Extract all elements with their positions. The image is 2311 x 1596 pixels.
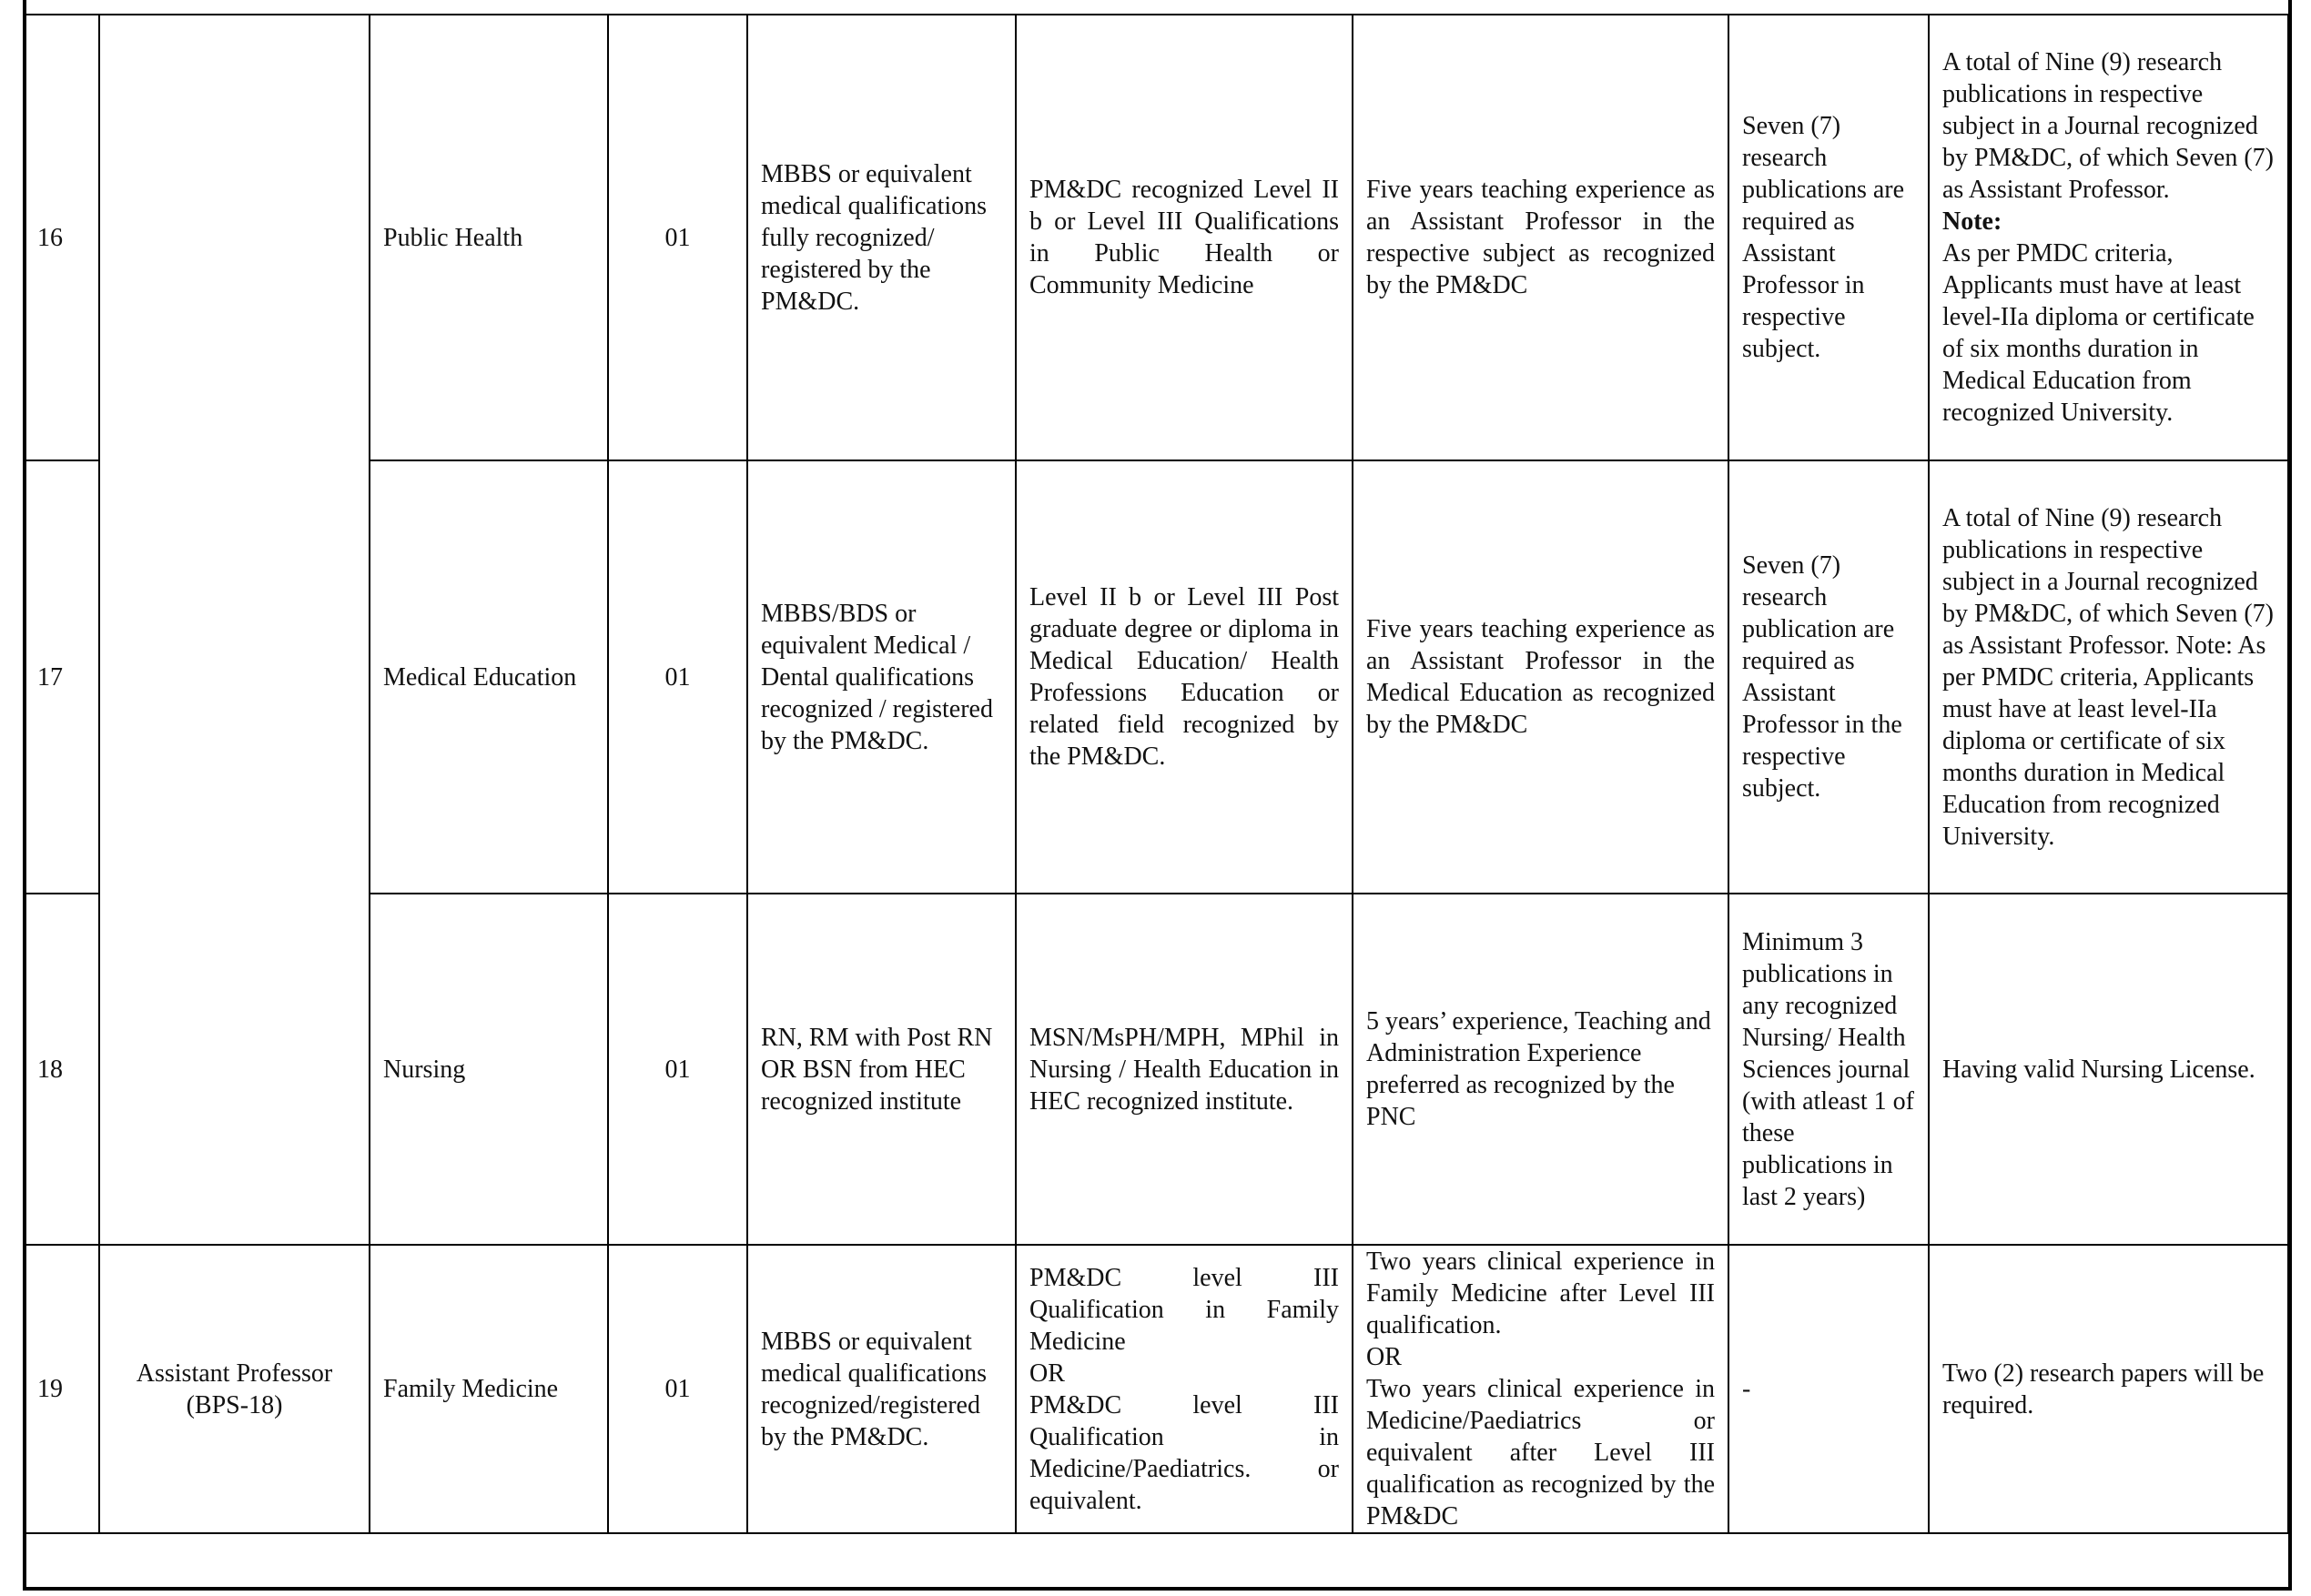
research-publications-cell: Minimum 3 publications in any recognized Nursing/ Health Sciences journal (with atleast 1 of these publications in last 2 years) (1728, 894, 1929, 1245)
discipline-cell: Family Medicine (370, 1245, 608, 1533)
discipline-cell: Medical Education (370, 460, 608, 894)
table-row (24, 15, 2288, 460)
remarks-cell (1929, 15, 2288, 460)
basic-qualification-cell: MBBS/BDS or equivalent Medical / Dental qualifications recognized / registered by the PM&DC. (747, 460, 1016, 894)
basic-qualification-cell: RN, RM with Post RN OR BSN from HEC recognized institute (747, 894, 1016, 1245)
discipline-cell: Nursing (370, 894, 608, 1245)
experience-cell: 5 years’ experience, Teaching and Administration Experience preferred as recognized by the PNC (1353, 894, 1728, 1245)
experience-option-1: Two years clinical experience in Family Medicine after Level III qualification. (1366, 1248, 1715, 1339)
basic-qualification-cell: MBBS or equivalent medical qualifications recognized/registered by the PM&DC. (747, 1245, 1016, 1533)
higher-qualification-cell (1016, 1245, 1353, 1533)
research-publications-cell: Seven (7) research publication are required as Assistant Professor in the respective subject. (1728, 460, 1929, 894)
positions-count: 01 (608, 1245, 747, 1533)
positions-count: 01 (608, 460, 747, 894)
note-text: As per PMDC criteria, Applicants must have at least level-IIa diploma or certificate of six months duration in Medical Education from recognized University. (1942, 239, 2255, 427)
eligibility-criteria-table (23, 14, 2289, 1534)
remarks-cell: Two (2) research papers will be required. (1929, 1245, 2288, 1533)
research-publications-cell: - (1728, 1245, 1929, 1533)
post-title-cell (99, 15, 370, 1245)
serial-number: 19 (24, 1245, 99, 1533)
serial-number: 16 (24, 15, 99, 460)
or-separator: OR (1366, 1343, 1402, 1371)
experience-option-2: Two years clinical experience in Medicine/Paediatrics or equivalent after Level III qualification as recognized by the PM&DC (1366, 1375, 1715, 1530)
or-separator: OR (1029, 1359, 1065, 1388)
experience-cell: Five years teaching experience as an Assistant Professor in the respective subject as recognized by the PM&DC (1353, 15, 1728, 460)
higher-qualification-cell: Level II b or Level III Post graduate degree or diploma in Medical Education/ Health Professions Education or related field recognized by the PM&DC. (1016, 460, 1353, 894)
experience-cell: Five years teaching experience as an Assistant Professor in the Medical Education as recognized by the PM&DC (1353, 460, 1728, 894)
note-label: Note: (1942, 207, 2002, 236)
qualification-option-2: PM&DC level III Qualification in Medicine/Paediatrics. or equivalent. (1029, 1390, 1339, 1515)
higher-qualification-cell: MSN/MsPH/MPH, MPhil in Nursing / Health Education in HEC recognized institute. (1016, 894, 1353, 1245)
qualification-option-1: PM&DC level III Qualification in Family Medicine (1029, 1263, 1339, 1356)
experience-cell (1353, 1245, 1728, 1533)
remarks-cell: Having valid Nursing License. (1929, 894, 2288, 1245)
positions-count: 01 (608, 894, 747, 1245)
remarks-cell: A total of Nine (9) research publications in respective subject in a Journal recognized by PM&DC, of which Seven (7) as Assistant Professor. Note: As per PMDC criteria, Applicants must have at least level-IIa diploma or certificate of six months duration in Medical Education from recognized University. (1929, 460, 2288, 894)
remarks-text: A total of Nine (9) research publications in respective subject in a Journal recognized by PM&DC, of which Seven (7) as Assistant Professor. (1942, 48, 2274, 204)
research-publications-cell: Seven (7) research publications are required as Assistant Professor in respective subject. (1728, 15, 1929, 460)
basic-qualification-cell: MBBS or equivalent medical qualifications fully recognized/ registered by the PM&DC. (747, 15, 1016, 460)
serial-number: 18 (24, 894, 99, 1245)
discipline-cell: Public Health (370, 15, 608, 460)
positions-count: 01 (608, 15, 747, 460)
post-title-cell: Assistant Professor (BPS-18) (99, 1245, 370, 1533)
table-row (24, 1245, 2288, 1533)
higher-qualification-cell: PM&DC recognized Level II b or Level III Qualifications in Public Health or Community Medicine (1016, 15, 1353, 460)
serial-number: 17 (24, 460, 99, 894)
